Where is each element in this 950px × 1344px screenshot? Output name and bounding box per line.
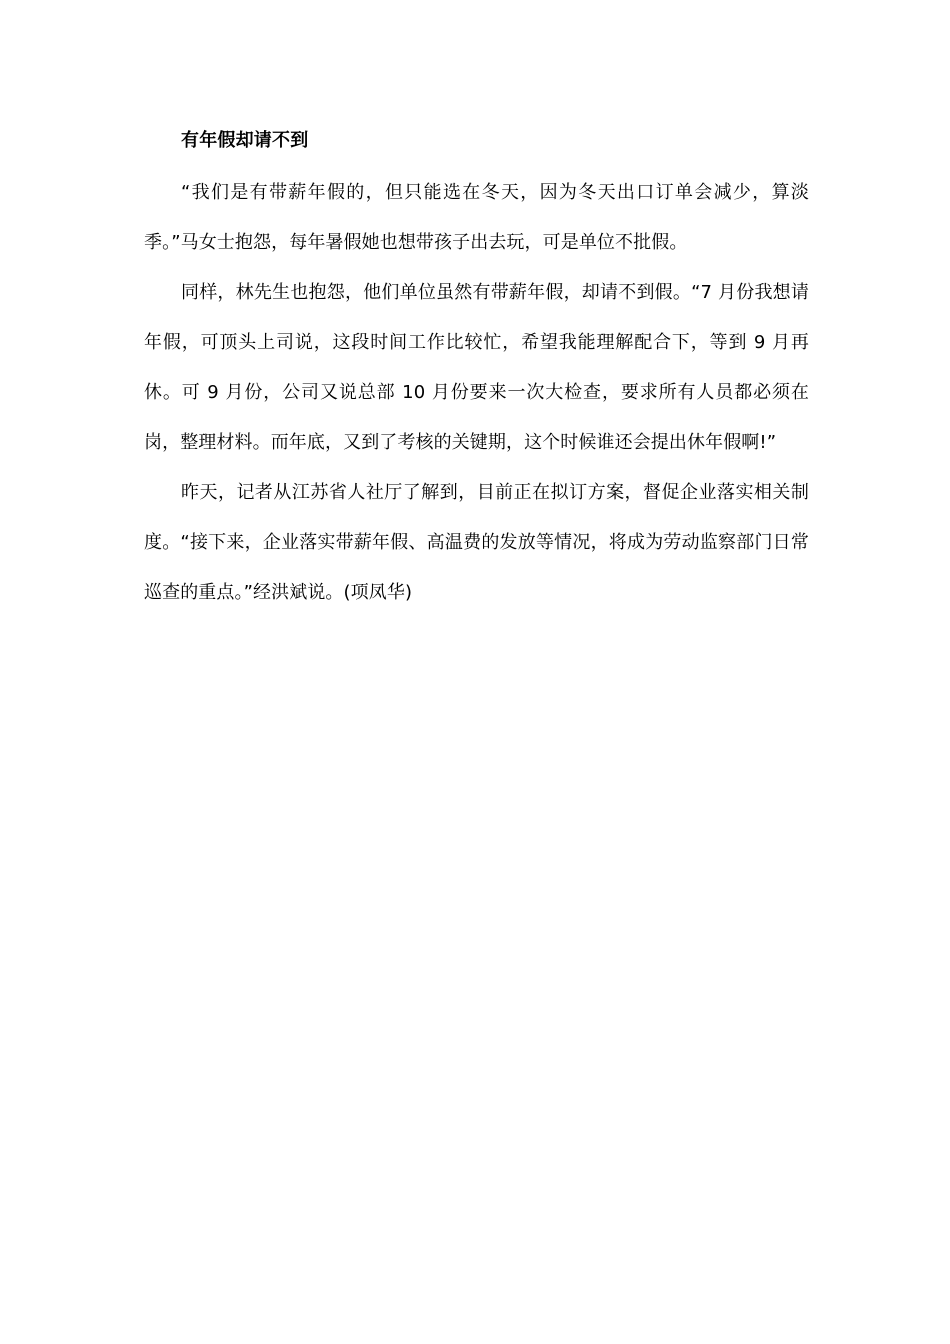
paragraph-3: 昨天，记者从江苏省人社厅了解到，目前正在拟订方案，督促企业落实相关制度。“接下来，企业落实带薪年假、高温费的发放等情况，将成为劳动监察部门日常巡查的重点。”经洪斌说。(项凤华) <box>144 482 809 603</box>
article-body <box>144 120 809 618</box>
paragraph-2: 同样，林先生也抱怨，他们单位虽然有带薪年假，却请不到假。“7 月份我想请年假，可顶头上司说，这段时间工作比较忙，希望我能理解配合下，等到 9 月再休。可 9 月份，公司又说总部 10 月份要来一次大检查，要求所有人员都必须在岗，整理材料。而年底，又到了考核的关键期，这个时候谁还会提出休年假啊!” <box>144 282 809 453</box>
article-heading: 有年假却请不到 <box>181 130 309 151</box>
paragraph-1: “我们是有带薪年假的，但只能选在冬天，因为冬天出口订单会减少，算淡季。”马女士抱怨，每年暑假她也想带孩子出去玩，可是单位不批假。 <box>144 182 809 253</box>
